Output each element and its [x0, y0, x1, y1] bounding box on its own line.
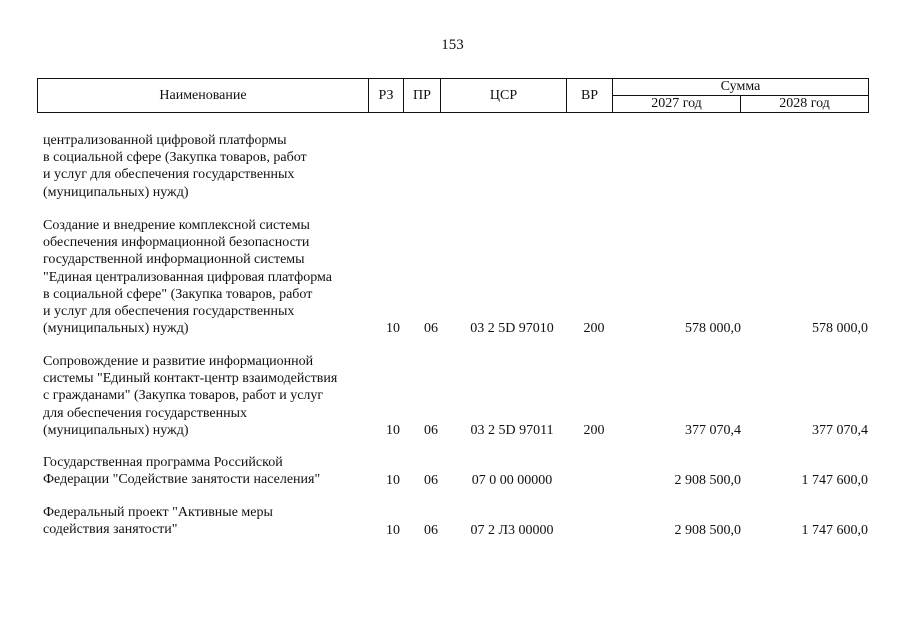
row-rz: 10 [386, 422, 400, 438]
header-pr: ПР [404, 79, 441, 113]
row-vr: 200 [583, 422, 605, 438]
table-header [37, 78, 869, 113]
row-sum-2028: 578 000,0 [812, 320, 868, 336]
row-rz: 10 [386, 472, 400, 488]
row-sum-2028: 1 747 600,0 [801, 522, 868, 538]
table-row [43, 454, 883, 489]
row-rz: 10 [386, 522, 400, 538]
row-sum-2027: 2 908 500,0 [674, 472, 741, 488]
table-row [43, 132, 883, 201]
table-row [43, 504, 883, 539]
row-sum-2027: 2 908 500,0 [674, 522, 741, 538]
row-sum-2027: 578 000,0 [685, 320, 741, 336]
row-pr: 06 [424, 472, 438, 488]
header-name: Наименование [38, 79, 369, 113]
row-csr: 03 2 5D 97011 [470, 422, 554, 438]
row-name: Государственная программа Российской Федерации "Содействие занятости населения" [43, 455, 321, 488]
header-vr: ВР [567, 79, 613, 113]
table-row [43, 217, 883, 337]
row-csr: 07 2 Л3 00000 [470, 522, 554, 538]
row-vr: 200 [583, 320, 605, 336]
header-year-2027: 2027 год [613, 96, 741, 113]
table-row [43, 353, 883, 439]
row-name: Создание и внедрение комплексной системы обеспечения информационной безопасности государственной информационной системы "Единая централизованная цифровая платформа в социальной сфере" (Закупка товаров, работ и услуг для обеспечения государственных (муниципальных) нужд) [43, 218, 332, 337]
row-name: Сопровождение и развитие информационной системы "Единый контакт-центр взаимодействия с гражданами" (Закупка товаров, работ и услуг для обеспечения государственных (муниципальных) нужд) [43, 354, 338, 438]
row-sum-2027: 377 070,4 [685, 422, 741, 438]
row-csr: 03 2 5D 97010 [470, 320, 554, 336]
row-csr: 07 0 00 00000 [471, 472, 553, 488]
header-sum: Сумма [613, 79, 869, 96]
row-name: централизованной цифровой платформы в социальной сфере (Закупка товаров, работ и услуг для обеспечения государственных (муниципальных) нужд) [43, 133, 307, 200]
row-rz: 10 [386, 320, 400, 336]
row-pr: 06 [424, 422, 438, 438]
row-pr: 06 [424, 522, 438, 538]
header-rz: РЗ [369, 79, 404, 113]
row-sum-2028: 1 747 600,0 [801, 472, 868, 488]
row-name: Федеральный проект "Активные меры содействия занятости" [43, 505, 273, 538]
header-year-2028: 2028 год [741, 96, 869, 113]
page-number: 153 [441, 37, 464, 53]
row-sum-2028: 377 070,4 [812, 422, 868, 438]
row-pr: 06 [424, 320, 438, 336]
header-csr: ЦСР [441, 79, 567, 113]
